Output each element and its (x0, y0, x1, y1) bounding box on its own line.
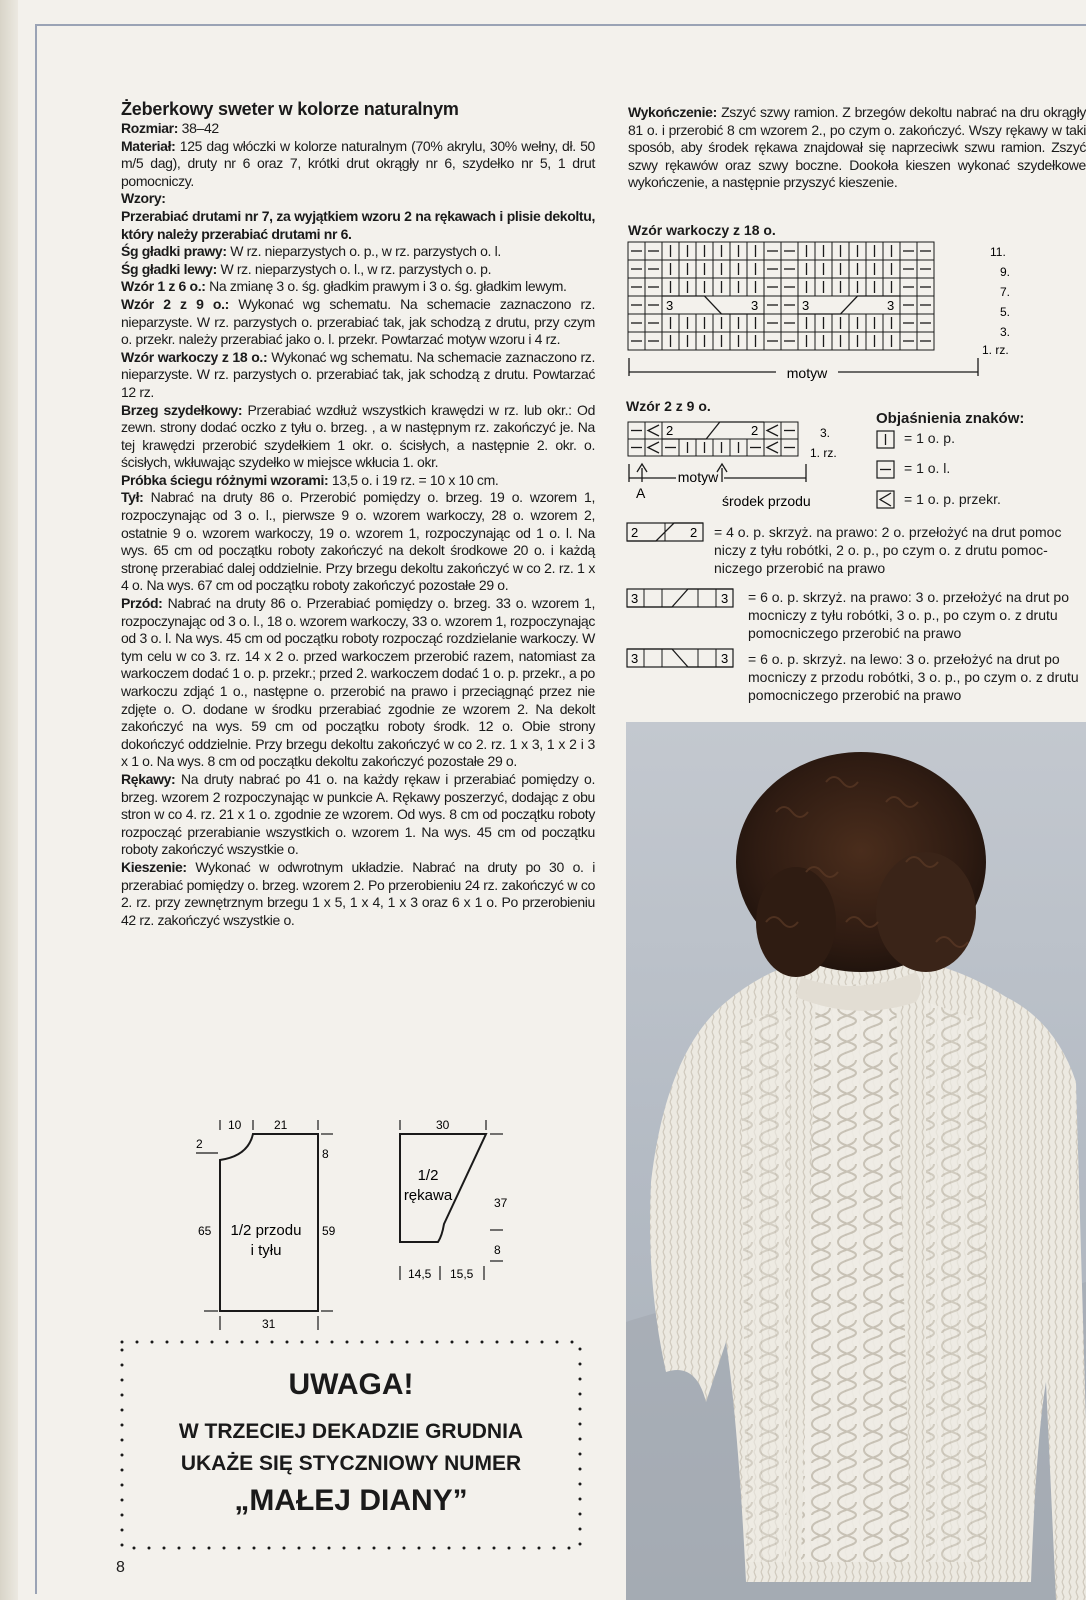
body-label-line1: 1/2 przodu (230, 1222, 302, 1239)
cross-def-text-1: = 4 o. p. skrzyż. na prawo: 2 o. przełożyć na drut pomoc niczy z tyłu robótki, 2 o. p., po czym o. z drutu pomoc- niczego przerobić na prawo (714, 524, 1062, 576)
notice-line4: „MAŁEJ DIANY” (234, 1484, 468, 1517)
cross-def-text-3: = 6 o. p. skrzyż. na lewo: 3 o. przełożyć na drut po mocniczy z przodu robótki, 3 o. p., po czym o. z drutu pomocniczego przerobić na prawo (748, 651, 1079, 703)
wzor1-line (121, 278, 595, 296)
body-label-line2: i tyłu (250, 1242, 282, 1259)
cross-def-icon-3 (626, 648, 736, 670)
cross-def-icon-2-num-right: 3 (721, 591, 729, 606)
frame-top-line (35, 24, 1086, 26)
wykonczenie-label: Wykończenie: (628, 104, 717, 120)
sleeve-label-line1: 1/2 (417, 1167, 439, 1184)
finishing-paragraph (628, 104, 1086, 192)
patterns-note: Przerabiać drutami nr 7, za wyjątkiem wzoru 2 na rękawach i plisie dekoltu, który należy przerabiać drutami nr 6. (121, 207, 595, 242)
instructions-column (121, 98, 595, 929)
wzor-warkoczy-label: Wzór warkoczy z 18 o.: (121, 348, 268, 365)
cross-def-icon-1 (626, 522, 706, 544)
sleeve-dim-side: 37 (494, 1196, 508, 1210)
body-dim-right: 59 (322, 1224, 336, 1238)
legend-purl-text: = 1 o. l. (904, 460, 951, 476)
cross-def-icon-1-num-left: 2 (631, 525, 639, 540)
cable-row-7: 7. (1000, 285, 1011, 299)
body-dim-top-right: 21 (274, 1118, 288, 1132)
size-value: 38–42 (181, 120, 219, 136)
cable-row-1: 1. rz. (982, 343, 1009, 357)
patterns-heading: Wzory: (121, 190, 166, 207)
sleeve-schematic (398, 1118, 528, 1293)
rib-cross-num: 2 (751, 423, 759, 438)
sleeve-label-line2: rękawa (403, 1187, 453, 1204)
wykonczenie-value: Zszyć szwy ramion. Z brzegów dekoltu nabrać na dru okrągły 81 o. i przerobić 8 cm wzorem 2., po czym o. zakończyć. Wszy rękawy w taki sposób, aby środek rękawa znajdował się naprzeciwk szwu ramion. Zszyć szwy rękawów oraz szwy boczne. Dookoła kieszen wykonać szydełkowe wykończenie, a następnie przyszyć kieszenie. (628, 104, 1086, 191)
notice-line2: W TRZECIEJ DEKADZIE GRUDNIA (178, 1420, 524, 1443)
cable-motyw-label: motyw (786, 365, 828, 381)
page-number: 8 (116, 1559, 125, 1576)
rib-row-1: 1. rz. (810, 446, 837, 460)
sg-lewy-line (121, 261, 595, 279)
rib-chart (626, 420, 866, 510)
probka-label: Próbka ściegu różnymi wzorami: (121, 471, 329, 488)
probka-value: 13,5 o. i 19 rz. = 10 x 10 cm. (331, 471, 499, 488)
rekawy-label: Rękawy: (121, 770, 176, 787)
material-value: 125 dag włóczki w kolorze naturalnym (70% akrylu, 30% wełny, dł. 50 m/5 dag), druty nr 6 oraz 7, krótki drut okrągły nr 6, szydełko nr 5, 1 drut pomocniczy. (121, 137, 595, 189)
probka-line (121, 472, 595, 490)
rib-cross-num: 2 (666, 423, 674, 438)
wzor2-label: Wzór 2 z 9 o.: (121, 295, 229, 312)
legend-knit-text: = 1 o. p. (904, 430, 955, 446)
sleeve-dim-bottom-left: 14,5 (408, 1267, 432, 1281)
body-dim-side-small: 8 (322, 1147, 329, 1161)
legend-knit-icon (876, 430, 896, 450)
wzor1-label: Wzór 1 z 6 o.: (121, 278, 206, 295)
chart-wzor2-title: Wzór 2 z 9 o. (626, 398, 711, 414)
rekawy-value: Na druty nabrać po 41 o. na każdy rękaw i przerabiać pomiędzy o. brzeg. wzorem 2 rozpoczynając w punkcie A. Rękawy poszerzyć, dodając z obu stron w co 4. rz. 21 x 1 o. zgodnie ze wzorem. Od wys. 8 cm od początku roboty rozpocząć przerabianie wszystkich o. wzorem 1. Na wys. 45 cm od początku roboty zakończyć wszystkie o. (121, 770, 595, 858)
tyl-label: Tył: (121, 489, 144, 506)
sg-lewy-value: W rz. nieparzystych o. l., w rz. parzystych o. p. (220, 260, 492, 277)
notice-line1: UWAGA! (288, 1368, 414, 1401)
size-line (121, 120, 595, 138)
rib-point-a: A (636, 485, 646, 501)
cable-cross-num: 3 (666, 298, 674, 313)
cross-def-text-2: = 6 o. p. skrzyż. na prawo: 3 o. przełożyć na drut po mocniczy z tyłu robótki, 3 o. p., po czym o. z drutu pomocniczego przerobić na prawo (748, 589, 1069, 641)
legend-twisted-icon (876, 490, 896, 510)
tyl-line (121, 489, 595, 595)
cable-chart (626, 240, 1026, 390)
sweater-photo (626, 722, 1086, 1600)
legend-purl-icon (876, 460, 896, 480)
tyl-value: Nabrać na druty 86 o. Przerobić pomiędzy o. brzeg. 19 o. wzorem 1, rozpoczynając od 3 o. l., pierwsze 9 o. wzorem warkoczy, 28 o. wzorem 2, ostatnie 9 o. wzorem warkoczy, 19 o. wzorem 1, rozpoczynając od 1 o. l. Na wys. 65 cm od początku roboty zakończyć na dekolt środkowe 20 o. i każdą stronę przerabiać dalej oddzielnie. Przy brzegu dekoltu zakończyć w co 2. rz. 1 x 4 o. Na wys. 67 cm od początku roboty zakończyć pozostałe 29 o. (121, 489, 595, 594)
cable-row-5: 5. (1000, 305, 1011, 319)
przod-label: Przód: (121, 595, 163, 612)
material-line (121, 138, 595, 191)
sleeve-dim-top: 30 (436, 1118, 450, 1132)
rekawy-line (121, 771, 595, 859)
body-dim-left: 65 (198, 1224, 212, 1238)
cable-cross-num: 3 (887, 298, 895, 313)
notice-line3: UKAŻE SIĘ STYCZNIOWY NUMER (180, 1452, 522, 1475)
przod-value: Nabrać na druty 86 o. Przerabiać pomiędzy o. brzeg. 33 o. wzorem 1, rozpoczynając od 3 o. l., 18 o. wzorem warkoczy, 33 o. wzorem 1, rozpoczynając od 3 o. l. Na wys. 45 cm od początku roboty rozpocząć rozdzielanie warkoczy. W tym celu w co 3. rz. 14 x 2 o. przed warkoczem przerobić razem, natomiast za warkoczem dodać 1 o. p. przekr.; przed 2. warkoczem dodać 1 o. p. przekr., a po warkoczu zdjąć 1 o., następne o. przerobić na prawo i przeciągnąć przez nie zdjęte o. O. dodane w środku przerabiać zgodnie ze wzorem 2. Na dekolt zakończyć na wys. 59 cm od początku roboty środk. 12 o. Obie strony dokończyć oddzielnie. Przy brzegu dekoltu zakończyć w co 2. rz. 1 x 3, 1 x 2 i 3 x 1 o. Na wys. 8 cm od początku dekoltu zakończyć pozostałe 29 o. (121, 595, 595, 770)
kieszenie-label: Kieszenie: (121, 858, 187, 875)
rib-row-3: 3. (820, 426, 831, 440)
cross-def-icon-1-num-right: 2 (690, 525, 698, 540)
body-dim-top-left: 10 (228, 1118, 242, 1132)
brzeg-value: Przerabiać wzdłuż wszystkich krawędzi w rz. lub okr.: Od zewn. strony dodać oczko z tyłu o. brzeg. , a w następnym rz. zakończyć je. Na tej krawędzi przerobić szydełkiem 1 okr. o. ścisłych, a następnie 2. okr. o. ścisłych, wkłuwając szydełko w miejsce wkłucia 1. okr. (121, 401, 596, 471)
cable-row-3: 3. (1000, 325, 1011, 339)
wzor2-line (121, 296, 595, 349)
sg-prawy-line (121, 243, 595, 261)
wzor-warkoczy-line (121, 349, 595, 402)
cross-def-icon-2 (626, 588, 736, 610)
material-label: Materiał: (121, 137, 176, 154)
legend-title: Objaśnienia znaków: (876, 410, 1025, 427)
brzeg-label: Brzeg szydełkowy: (121, 401, 243, 418)
rib-srodek-label: środek przodu (722, 493, 811, 509)
sleeve-dim-bottom-right: 15,5 (450, 1267, 474, 1281)
cable-cross-num: 3 (751, 298, 759, 313)
wzor-warkoczy-value: Wykonać wg schematu. Na schemacie zaznaczono rz. nieparzyste. W rz. parzystych o. przerabiać tak, jak schodzą z drutu. Powtarzać 12 rz. (121, 348, 595, 400)
body-dim-bottom: 31 (262, 1317, 276, 1331)
przod-line (121, 595, 595, 771)
sleeve-dim-cuff: 8 (494, 1243, 501, 1257)
legend-twisted-text: = 1 o. p. przekr. (904, 491, 1001, 507)
cable-row-11: 11. (990, 245, 1006, 259)
wzor2-value: Wykonać wg schematu. Na schemacie zaznaczono rz. nieparzyste. W rz. parzystych o. przerabiać tak, jak schodzą z drutu, przy czym o. przekr. należy przerabiać jako o. l. przekr. Powtarzać motyw wzoru i 4 rz. (121, 295, 595, 348)
chart-warkoczy-title: Wzór warkoczy z 18 o. (628, 222, 776, 238)
rib-motyw-label: motyw (677, 469, 719, 485)
notice-box (120, 1340, 582, 1550)
cross-def-icon-3-num-right: 3 (721, 651, 729, 666)
size-label: Rozmiar: (121, 120, 179, 136)
cross-def-icon-3-num-left: 3 (631, 651, 639, 666)
article-title: Żeberkowy sweter w kolorze naturalnym (121, 99, 459, 119)
cross-def-icon-2-num-left: 3 (631, 591, 639, 606)
cable-cross-num: 3 (802, 298, 810, 313)
brzeg-line (121, 402, 595, 472)
sg-prawy-label: Śg gładki prawy: (121, 243, 227, 260)
cable-row-9: 9. (1000, 265, 1011, 279)
sg-prawy-value: W rz. nieparzystych o. p., w rz. parzystych o. l. (230, 243, 501, 260)
kieszenie-line (121, 859, 595, 929)
body-dim-neck: 2 (196, 1137, 203, 1151)
wzor1-value: Na zmianę 3 o. śg. gładkim prawym i 3 o. śg. gładkim lewym. (209, 278, 567, 295)
frame-left-line (35, 24, 37, 1594)
page-edge (0, 0, 18, 1600)
kieszenie-value: Wykonać w odwrotnym układzie. Nabrać na druty po 30 o. i przerabiać pomiędzy o. brzeg. wzorem 2. Po przerobieniu 24 rz. zakończyć w co 2. rz. przy zewnętrznym brzegu 1 x 5, 1 x 4, 1 x 3 oraz 6 x 1 o. Po przerobieniu 42 rz. zakończyć wszystkie o. (121, 858, 595, 928)
body-schematic (190, 1118, 340, 1358)
sg-lewy-label: Śg gładki lewy: (121, 260, 217, 277)
